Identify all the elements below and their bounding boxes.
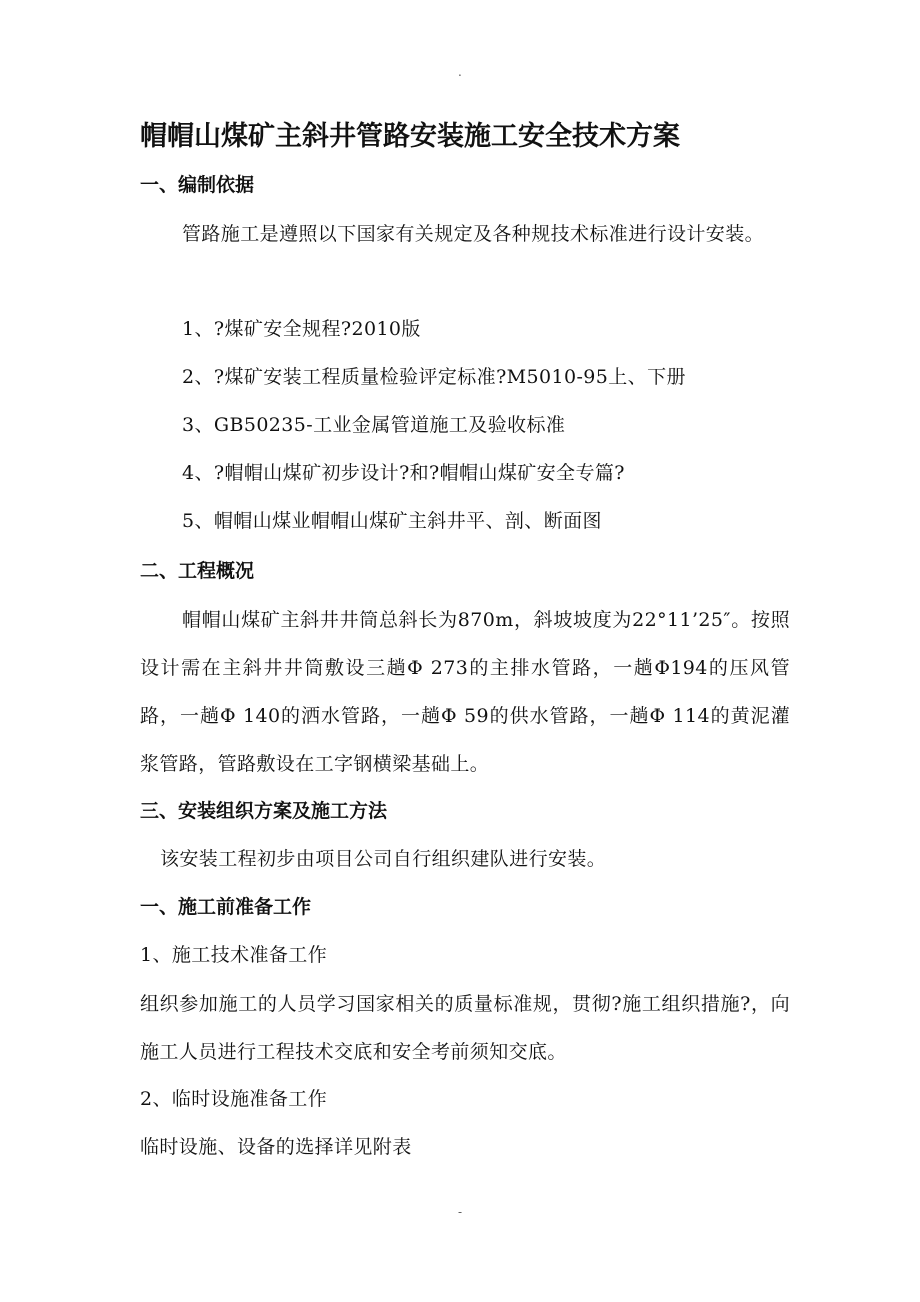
section-heading-overview: 二、工程概况 [140,560,255,582]
prep-sub1-title: 1、施工技术准备工作 [140,944,328,966]
section-heading-plan: 三、安装组织方案及施工方法 [140,800,388,822]
section-heading-preparation: 一、施工前准备工作 [140,896,312,918]
plan-intro: 该安装工程初步由项目公司自行组织建队进行安装。 [160,848,607,870]
overview-body: 帽帽山煤矿主斜井井筒总斜长为870m，斜坡坡度为22°11’25″。按照设计需在主斜井井筒敷设三趟Φ 273的主排水管路，一趟Φ194的压风管路，一趟Φ 140的洒水管路，一趟Φ 59的供水管路，一趟Φ 114的黄泥灌浆管路，管路敷设在工字钢横梁基础上。 [140,609,790,775]
basis-item-4: 4、?帽帽山煤矿初步设计?和?帽帽山煤矿安全专篇? [182,462,625,484]
basis-item-1: 1、?煤矿安全规程?2010版 [182,318,421,340]
header-mark: . [458,65,462,79]
prep-sub1-body: 组织参加施工的人员学习国家相关的质量标准规，贯彻?施工组织措施?，向施工人员进行工程技术交底和安全考前须知交底。 [140,993,790,1063]
prep-sub2-body: 临时设施、设备的选择详见附表 [140,1136,412,1158]
basis-item-5: 5、帽帽山煤业帽帽山煤矿主斜井平、剖、断面图 [182,510,602,532]
document-title: 帽帽山煤矿主斜井管路安装施工安全技术方案 [140,121,680,152]
basis-item-2: 2、?煤矿安装工程质量检验评定标准?M5010-95上、下册 [182,366,686,388]
basis-item-3: 3、GB50235-工业金属管道施工及验收标准 [182,414,566,436]
prep-sub2-title: 2、临时设施准备工作 [140,1088,328,1110]
footer-mark: - [458,1205,463,1219]
section-heading-basis: 一、编制依据 [140,174,255,196]
basis-intro: 管路施工是遵照以下国家有关规定及各种规技术标准进行设计安装。 [182,223,765,245]
